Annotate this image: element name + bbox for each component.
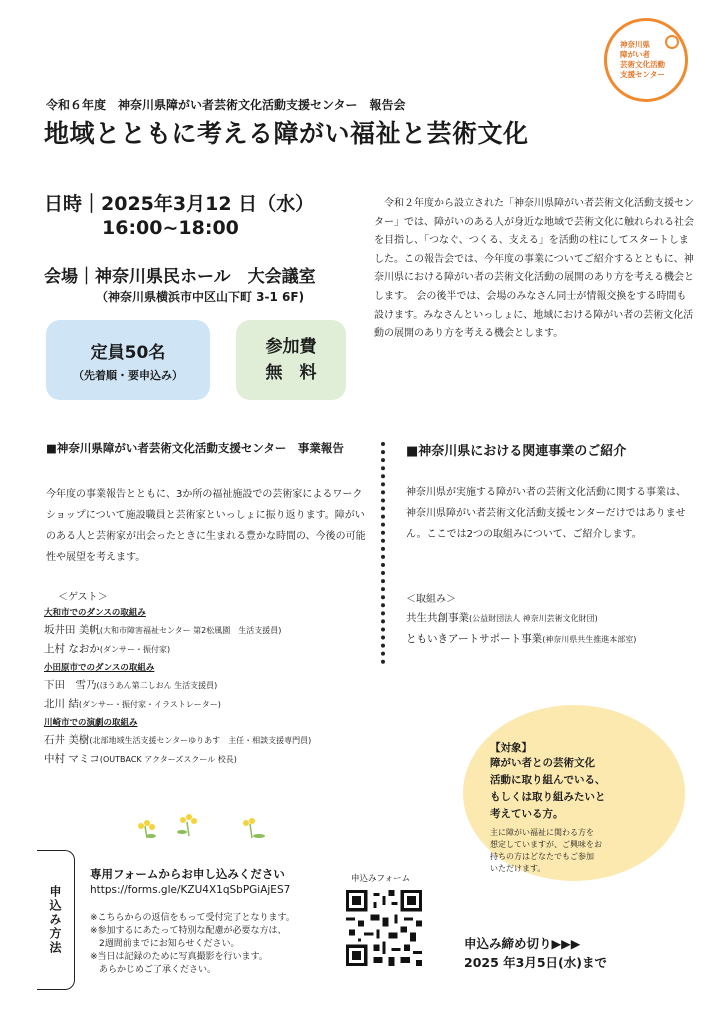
torikumi-list <box>406 608 636 650</box>
guest-group-title: 大和市でのダンスの取組み <box>44 608 146 618</box>
guest-row <box>44 640 384 659</box>
form-url-link[interactable]: https://forms.gle/KZU4X1qSbPGiAjES7 <box>90 884 291 896</box>
flower-icon <box>177 814 197 836</box>
deadline <box>464 934 607 972</box>
guest-role: (北部地域生活支援センターゆりあす 主任・相談支援専門員) <box>89 736 312 745</box>
target-heading: 【対象】 <box>490 742 532 754</box>
guest-name: 下田 雪乃 <box>44 679 97 691</box>
logo-line: 神奈川県 <box>620 40 650 49</box>
target-main-line: 考えている方。 <box>490 808 564 820</box>
note-line: ※当日は記録のために写真撮影を行います。 <box>90 952 268 962</box>
guest-row <box>44 750 384 769</box>
logo-line: 芸術文化活動 <box>620 60 665 69</box>
target-sub-line: いただけます。 <box>490 864 546 873</box>
fee-value: 無 料 <box>265 363 317 383</box>
target-sub-line: 持ちの方はどなたでもご参加 <box>490 852 594 861</box>
apply-notes <box>90 912 295 977</box>
event-time: 16:00~18:00 <box>102 217 239 239</box>
note-line: 2週間前までにお知らせください。 <box>90 939 240 949</box>
torikumi-item <box>406 629 636 650</box>
guest-row <box>44 695 384 714</box>
torikumi-item <box>406 608 636 629</box>
fee-box <box>236 320 346 400</box>
target-main-line: 障がい者との芸術文化 <box>490 757 595 769</box>
guest-role: (OUTBACK アクターズスクール 校長) <box>99 755 237 764</box>
guest-list <box>44 606 384 771</box>
logo-line: 障がい者 <box>620 50 650 59</box>
qr-code-icon[interactable] <box>346 890 422 966</box>
form-heading: 専用フォームからお申し込みください <box>90 867 285 881</box>
guest-role: (大和市障害福祉センター 第2松風園 生活支援員) <box>99 626 282 635</box>
target-main-line: もしくは取り組みたいと <box>490 791 606 803</box>
guest-name: 北川 結 <box>44 698 79 710</box>
guest-name: 中村 マミコ <box>44 753 100 765</box>
event-date: 日時｜2025年3月12 日（水） <box>44 193 315 215</box>
guest-row <box>44 731 384 750</box>
torikumi-name: ともいきアートサポート事業 <box>406 633 543 645</box>
apply-tab-label: 申込み方法 <box>48 885 62 955</box>
center-logo <box>604 18 688 102</box>
right-section-body: 神奈川県が実施する障がい者の芸術文化活動に関する事業は、神奈川県障がい者芸術文化活動支援センターだけではありません。ここでは2つの取組みについて、ご紹介します。 <box>406 487 686 540</box>
target-sub-line: 主に障がい福祉に関わる方を <box>490 828 594 837</box>
apply-method-tab <box>37 850 75 990</box>
target-main-line: 活動に取り組んでいる、 <box>490 774 606 786</box>
guest-group <box>44 606 384 659</box>
fee-title: 参加費 <box>265 337 317 357</box>
guest-name: 上村 なおか <box>44 643 100 655</box>
torikumi-heading: ＜取組み＞ <box>406 594 456 605</box>
qr-label: 申込みフォーム <box>351 874 411 884</box>
target-sub-line: 想定していますが、ご興味をお <box>490 840 602 849</box>
guest-role: (ダンサー・振付家・イラストレーター) <box>78 700 221 709</box>
note-line: ※こちらからの返信をもって受付完了となります。 <box>90 913 295 923</box>
logo-circle-mark <box>665 35 679 49</box>
capacity-box <box>46 320 210 400</box>
guest-role: (ほうあん第二しおん 生活支援員) <box>96 681 218 690</box>
guest-name: 坂井田 美帆 <box>44 624 100 636</box>
deadline-date: 2025 年3月5日(水)まで <box>464 955 607 970</box>
capacity-title: 定員50名 <box>90 343 166 363</box>
torikumi-org: (公益財団法人 神奈川芸術文化財団) <box>469 614 598 623</box>
guest-group <box>44 661 384 714</box>
event-venue: 会場｜神奈川県民ホール 大会議室 <box>44 267 316 287</box>
guest-row <box>44 621 384 640</box>
intro-paragraph: 令和２年度から設立された「神奈川県障がい者芸術文化活動支援センター」では、障がいのある人が身近な地域で芸術文化に触れられる社会を目指し、「つなぐ、つくる、支える」を活動の柱にしてスタートしました。この報告会では、今年度の事業についてご紹介するとともに、神奈川県における障がい者の芸術文化活動の展開のあり方を考える機会とします。 会の後半では、会場のみなさん同士が情報交換をする時間も設けます。みなさんといっしょに、地域における障がい者の芸術文化活動の展開のあり方を考える機会とします。 <box>374 198 694 340</box>
target-text <box>490 740 660 875</box>
left-section-heading: ■神奈川県障がい者芸術文化活動支援センター 事業報告 <box>46 441 344 455</box>
event-subtitle: 令和６年度 神奈川県障がい者芸術文化活動支援センター 報告会 <box>46 98 406 112</box>
note-line: あらかじめご了承ください。 <box>90 965 217 975</box>
flower-illustration <box>135 812 275 840</box>
guest-group-title: 川崎市での演劇の取組み <box>44 718 138 728</box>
torikumi-name: 共生共創事業 <box>406 612 469 624</box>
page-title: 地域とともに考える障がい福祉と芸術文化 <box>44 119 529 148</box>
logo-line: 支援センター <box>620 70 665 79</box>
torikumi-org: (神奈川県共生推進本部室) <box>542 635 637 644</box>
target-sub <box>490 827 660 875</box>
guest-name: 石井 美樹 <box>44 734 90 746</box>
guest-row <box>44 676 384 695</box>
guest-role: (ダンサー・振付家) <box>99 645 171 654</box>
capacity-note: （先着順・要申込み） <box>73 369 183 382</box>
deadline-label: 申込み締め切り▶▶▶ <box>464 936 581 951</box>
left-section-body: 今年度の事業報告とともに、3か所の福祉施設での芸術家によるワークショップについて施設職員と芸術家といっしょに振り返ります。障がいのある人と芸術家が出会ったときに生まれる豊かな時間の、今後の可能性や展望を考えます。 <box>46 489 366 563</box>
flower-icon <box>138 820 156 838</box>
flower-icon <box>243 818 265 838</box>
guest-group <box>44 716 384 769</box>
guest-group-title: 小田原市でのダンスの取組み <box>44 663 155 673</box>
note-line: ※参加するにあたって特別な配慮が必要な方は、 <box>90 926 287 936</box>
guest-heading: ＜ゲスト＞ <box>58 592 108 603</box>
event-address: （神奈川県横浜市中区山下町 3-1 6F) <box>96 290 305 304</box>
right-section-heading: ■神奈川県における関連事業のご紹介 <box>406 444 627 459</box>
